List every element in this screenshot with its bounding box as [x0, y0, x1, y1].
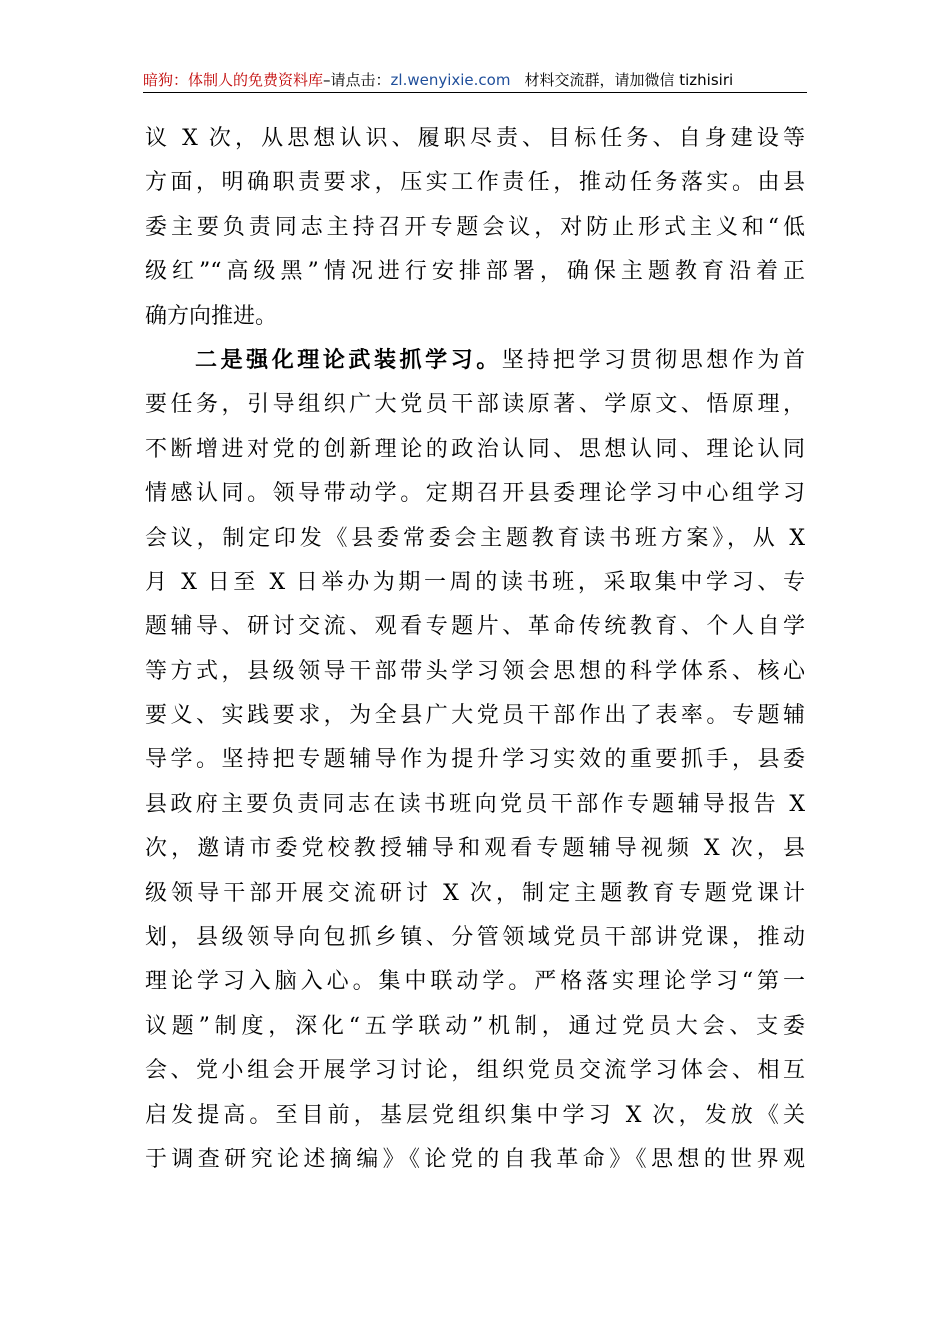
page-header: [143, 68, 807, 93]
text-line: 次，邀请市委党校教授辅导和观看专题辅导视频 X 次，县: [145, 836, 805, 862]
text-line: 理论学习入脑入心。集中联动学。严格落实理论学习“第一: [145, 969, 805, 995]
text-line: 议 X 次，从思想认识、履职尽责、目标任务、自身建设等: [145, 126, 805, 151]
text-line: 导学。坚持把专题辅导作为提升学习实效的重要抓手，县委: [145, 747, 805, 773]
header-url-link[interactable]: zl.wenyixie.com: [390, 71, 511, 89]
text-line: 要任务，引导组织广大党员干部读原著、学原文、悟原理，: [145, 392, 805, 418]
text-line: 不断增进对党的创新理论的政治认同、思想认同、理论认同: [145, 436, 805, 462]
text-line: 县政府主要负责同志在读书班向党员干部作专题辅导报告 X: [145, 791, 805, 817]
header-group-note: 材料交流群，请加微信 tizhisiri: [524, 71, 734, 89]
text-line: 题辅导、研讨交流、观看专题片、革命传统教育、个人自学: [145, 614, 805, 640]
text-line: 要义、实践要求，为全县广大党员干部作出了表率。专题辅: [145, 703, 805, 729]
header-site-name: 暗狗：体制人的免费资料库: [143, 71, 324, 89]
text-line: 启发提高。至目前，基层党组织集中学习 X 次，发放《关: [145, 1102, 805, 1128]
text-line: 确方向推进。: [145, 303, 278, 329]
document-body: [145, 117, 805, 1182]
text-line: 划，县级领导向包抓乡镇、分管领域党员干部讲党课，推动: [145, 925, 805, 951]
text-line: 情感认同。领导带动学。定期召开县委理论学习中心组学习: [145, 481, 805, 507]
text-line: 会议，制定印发《县委常委会主题教育读书班方案》，从 X: [145, 525, 805, 551]
text-line: 级红”“高级黑”情况进行安排部署，确保主题教育沿着正: [145, 259, 805, 285]
section-heading: 二是强化理论武装抓学习。: [195, 347, 502, 373]
text-line: 于调查研究论述摘编》《论党的自我革命》《思想的世界观: [145, 1146, 805, 1172]
paragraph-1: [145, 117, 805, 339]
header-link-prompt: –请点击：: [323, 71, 391, 89]
text-line: 议题”制度，深化“五学联动”机制，通过党员大会、支委: [145, 1013, 805, 1039]
text-line: 方面，明确职责要求，压实工作责任，推动任务落实。由县: [145, 170, 805, 196]
text-line: 会、党小组会开展学习讨论，组织党员交流学习体会、相互: [145, 1058, 805, 1084]
paragraph-2: [145, 339, 805, 1182]
paragraph-first-line: [145, 339, 805, 383]
text-line: 等方式，县级领导干部带头学习领会思想的科学体系、核心: [145, 658, 805, 684]
text-line: 月 X 日至 X 日举办为期一周的读书班，采取集中学习、专: [145, 569, 805, 595]
heading-line-rest: 坚持把学习贯彻思想作为首: [501, 347, 805, 373]
text-line: 委主要负责同志主持召开专题会议，对防止形式主义和“低: [145, 214, 805, 240]
text-line: 级领导干部开展交流研讨 X 次，制定主题教育专题党课计: [145, 880, 805, 906]
